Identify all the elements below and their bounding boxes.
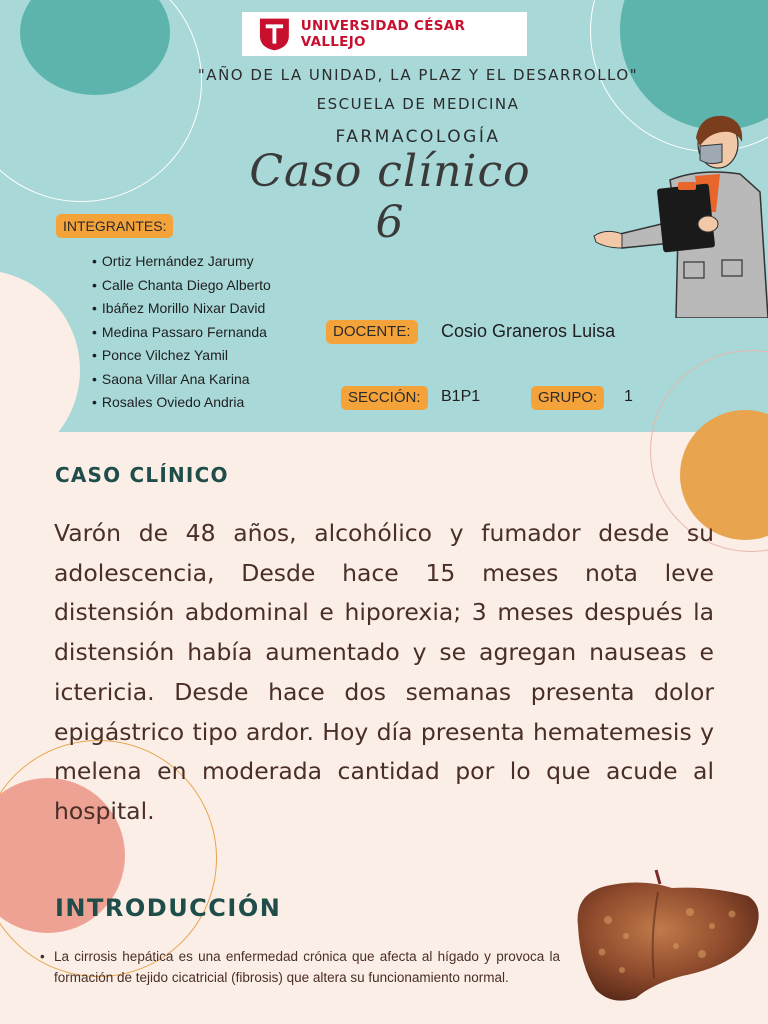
intro-list <box>40 946 560 992</box>
logo-text: UNIVERSIDAD CÉSAR VALLEJO <box>300 18 466 50</box>
docente-label: DOCENTE: <box>326 320 418 344</box>
seccion-value: B1P1 <box>441 388 481 405</box>
members-label: INTEGRANTES: <box>56 214 173 238</box>
case-heading: CASO CLÍNICO <box>55 463 229 487</box>
intro-item: • La cirrosis hepática es una enfermedad crónica que afecta al hígado y provoca la formación de tejido cicatricial (fibrosis) que altera su funcionamiento normal. <box>40 946 560 988</box>
liver-illustration <box>572 866 764 1006</box>
grupo-label: GRUPO: <box>531 386 604 410</box>
university-logo <box>242 12 527 56</box>
case-title: Caso clínico 6 <box>249 146 531 248</box>
docente-value: Cosio Graneros Luisa <box>441 321 616 341</box>
members-list <box>92 251 271 416</box>
course-name: FARMACOLOGÍA <box>335 127 501 147</box>
seccion-label: SECCIÓN: <box>341 386 428 410</box>
university-logo-icon <box>258 16 291 52</box>
member-item: • Calle Chanta Diego Alberto <box>92 275 271 299</box>
doctor-illustration <box>590 112 768 318</box>
member-item: • Rosales Oviedo Andria <box>92 392 271 416</box>
member-item: • Medina Passaro Fernanda <box>92 322 271 346</box>
school-name: ESCUELA DE MEDICINA <box>316 95 520 113</box>
member-item: • Ortiz Hernández Jarumy <box>92 251 271 275</box>
member-item: • Ibáñez Morillo Nixar David <box>92 298 271 322</box>
year-motto: "AÑO DE LA UNIDAD, LA PLAZ Y EL DESARROLLO" <box>197 66 639 84</box>
member-item: • Ponce Vilchez Yamil <box>92 345 271 369</box>
case-body: Varón de 48 años, alcohólico y fumador desde su adolescencia, Desde hace 15 meses nota leve distensión abdominal e hiporexia; 3 meses después la distensión había aumentado y se agregan nauseas e ictericia. Desde hace dos semanas presenta dolor epigástrico tipo ardor. Hoy día presenta hematemesis y melena en moderada cantidad por lo que acude al hospital. <box>54 519 714 825</box>
intro-heading: INTRODUCCIÓN <box>55 894 282 922</box>
grupo-value: 1 <box>624 388 633 405</box>
member-item: • Saona Villar Ana Karina <box>92 369 271 393</box>
